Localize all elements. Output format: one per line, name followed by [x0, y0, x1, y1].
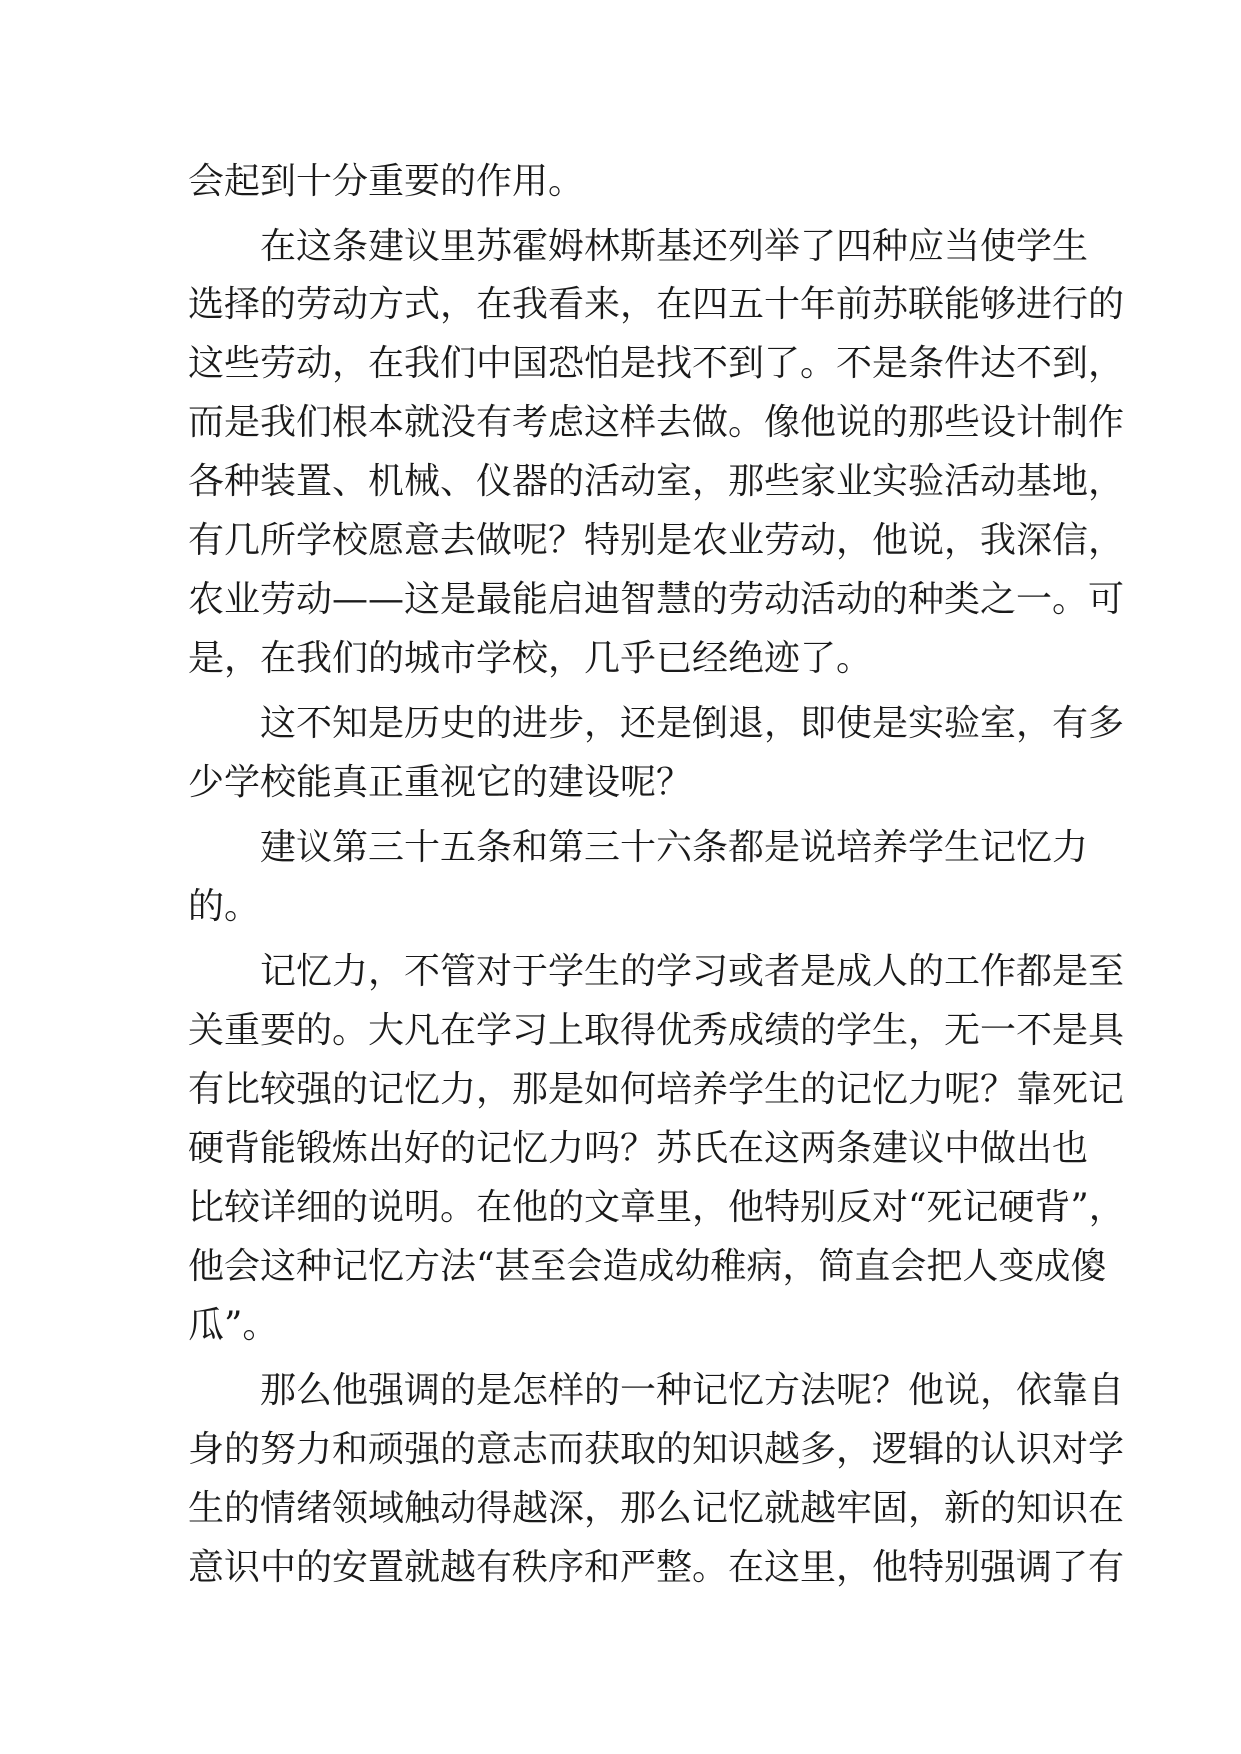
text-line: 少学校能真正重视它的建设呢？: [188, 762, 693, 803]
text-line: 是，在我们的城市学校，几乎已经绝迹了。: [188, 638, 873, 679]
text-line: 有比较强的记忆力，那是如何培养学生的记忆力呢？靠死记: [188, 1069, 1125, 1110]
text-line: 瓜”。: [188, 1305, 279, 1346]
text-line: 选择的劳动方式，在我看来，在四五十年前苏联能够进行的: [188, 284, 1125, 325]
text-line: 而是我们根本就没有考虑这样去做。像他说的那些设计制作: [188, 402, 1125, 443]
paragraph-first-line: 建议第三十五条和第三十六条都是说培养学生记忆力: [260, 827, 1089, 868]
text-line: 关重要的。大凡在学习上取得优秀成绩的学生，无一不是具: [188, 1010, 1125, 1051]
text-line: 有几所学校愿意去做呢？特别是农业劳动，他说，我深信，: [188, 520, 1125, 561]
text-line: 硬背能锻炼出好的记忆力吗？苏氏在这两条建议中做出也: [188, 1128, 1089, 1169]
text-line: 农业劳动——这是最能启迪智慧的劳动活动的种类之一。可: [188, 579, 1125, 620]
text-line: 的。: [188, 886, 261, 927]
text-line: 各种装置、机械、仪器的活动室，那些家业实验活动基地，: [188, 461, 1125, 502]
paragraph-first-line: 那么他强调的是怎样的一种记忆方法呢？他说，依靠自: [260, 1370, 1125, 1411]
text-line: 会起到十分重要的作用。: [188, 161, 585, 202]
text-line: 这些劳动，在我们中国恐怕是找不到了。不是条件达不到，: [188, 343, 1125, 384]
text-line: 比较详细的说明。在他的文章里，他特别反对“死记硬背”，: [188, 1187, 1125, 1228]
text-line: 意识中的安置就越有秩序和严整。在这里，他特别强调了有: [188, 1547, 1125, 1588]
text-line: 生的情绪领域触动得越深，那么记忆就越牢固，新的知识在: [188, 1488, 1125, 1529]
text-line: 他会这种记忆方法“甚至会造成幼稚病，简直会把人变成傻: [188, 1246, 1107, 1287]
text-line: 身的努力和顽强的意志而获取的知识越多，逻辑的认识对学: [188, 1429, 1125, 1470]
paragraph-first-line: 记忆力，不管对于学生的学习或者是成人的工作都是至: [260, 951, 1125, 992]
paragraph-first-line: 这不知是历史的进步，还是倒退，即使是实验室，有多: [260, 703, 1125, 744]
paragraph-first-line: 在这条建议里苏霍姆林斯基还列举了四种应当使学生: [260, 226, 1089, 267]
